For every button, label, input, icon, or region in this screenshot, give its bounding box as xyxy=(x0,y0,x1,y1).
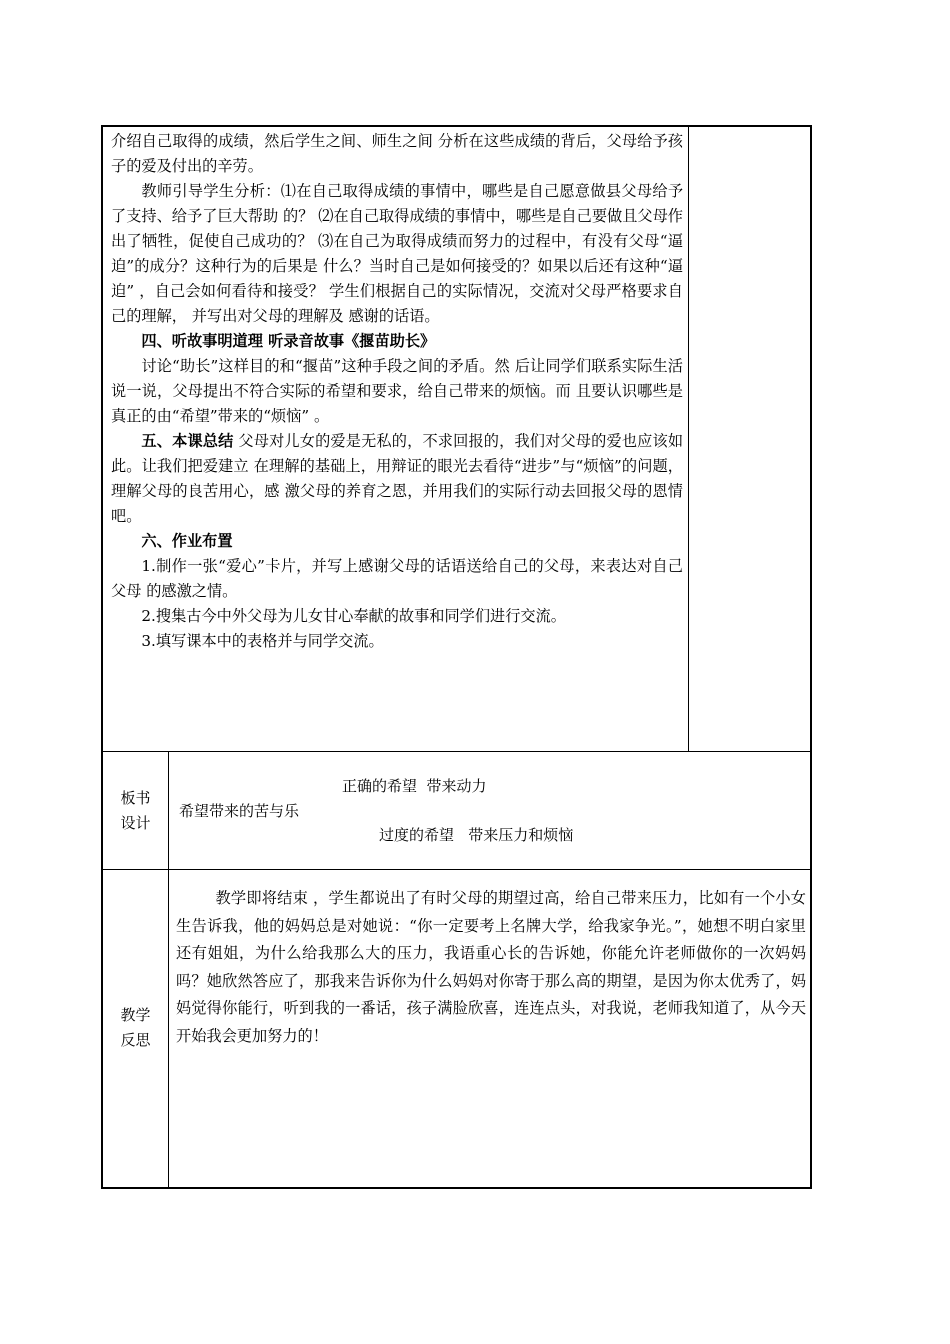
board-line-middle: 希望带来的苦与乐 xyxy=(179,802,300,820)
section-heading: 四、听故事明道理 听录音故事《揠苗助长》 xyxy=(141,332,436,350)
lesson-content xyxy=(111,129,683,654)
content-paragraph: 讨论“助长”这样目的和“揠苗”这种手段之间的矛盾。然 后让同学们联系实际生活说一说，父母提出不符合实际的希望和要求，给自己带来的烦恼。而 且要认识哪些是真正的由“希望”带来的“烦恼” 。 xyxy=(111,357,683,425)
lesson-plan-table xyxy=(101,125,812,1189)
section-heading: 五、本课总结 xyxy=(141,432,234,450)
content-paragraph: 介绍自己取得的成绩，然后学生之间、师生之间 分析在这些成绩的背后，父母给予孩子的爱及付出的辛劳。 xyxy=(111,132,683,175)
row-divider xyxy=(103,751,810,752)
content-paragraph: 教师引导学生分析：⑴在自己取得成绩的事情中，哪些是自己愿意做县父母给予了支持、给予了巨大帮助 的？ ⑵在自己取得成绩的事情中，哪些是自己要做且父母作出了牺牲，促使自己成功的？ ⑶在自己为取得成绩而努力的过程中，有没有父母“逼迫”的成分？这种行为的后果是 什么？当时自己是如何接受的？如果以后还有这种“逼迫” ，自己会如何看待和接受？ 学生们根据自己的实际情况，交流对父母严格要求自己的理解， 并写出对父母的理解及 感谢的话语。 xyxy=(111,182,683,325)
label-column-divider xyxy=(168,751,169,1189)
reflection-label: 教学 反思 xyxy=(120,1006,151,1049)
summary-paragraph xyxy=(111,429,683,529)
summary-text: 父母对儿女的爱是无私的，不求回报的，我们对父母的爱也应该如此。让我们把爱建立 在理解的基础上，用辩证的眼光去看待“进步”与“烦恼”的问题，理解父母的良苦用心，感 激父母的养育之恩，并用我们的实际行动去回报父母的恩情吧。 xyxy=(111,432,684,525)
board-line-bottom: 过度的希望 带来压力和烦恼 xyxy=(379,826,574,844)
board-design-label: 板书 设计 xyxy=(120,789,151,832)
homework-item: 2.搜集古今中外父母为儿女甘心奉献的故事和同学们进行交流。 xyxy=(141,607,566,625)
section-heading: 六、作业布置 xyxy=(141,532,233,550)
row-divider xyxy=(103,869,810,870)
homework-item: 1.制作一张“爱心”卡片，并写上感谢父母的话语送给自己的父母，来表达对自己父母 的感激之情。 xyxy=(111,557,683,600)
homework-item: 3.填写课本中的表格并与同学交流。 xyxy=(141,632,384,650)
column-divider xyxy=(688,127,689,751)
board-line-top: 正确的希望 带来动力 xyxy=(342,777,487,795)
reflection-text: 教学即将结束 ，学生都说出了有时父母的期望过高，给自己带来压力，比如有一个小女生告诉我，他的妈妈总是对她说：“你一定要考上名牌大学，给我家争光。”，她想不明白家里还有姐姐，为什么给我那么大的压力，我语重心长的告诉她，你能允许老师做你的一次妈妈吗？她欣然答应了，那我来告诉你为什么妈妈对你寄于那么高的期望，是因为你太优秀了，妈妈觉得你能行，听到我的一番话，孩子满脸欣喜，连连点头，对我说，老师我知道了，从今天开始我会更加努力的！ xyxy=(176,889,806,1045)
lesson-content-row xyxy=(103,127,810,751)
